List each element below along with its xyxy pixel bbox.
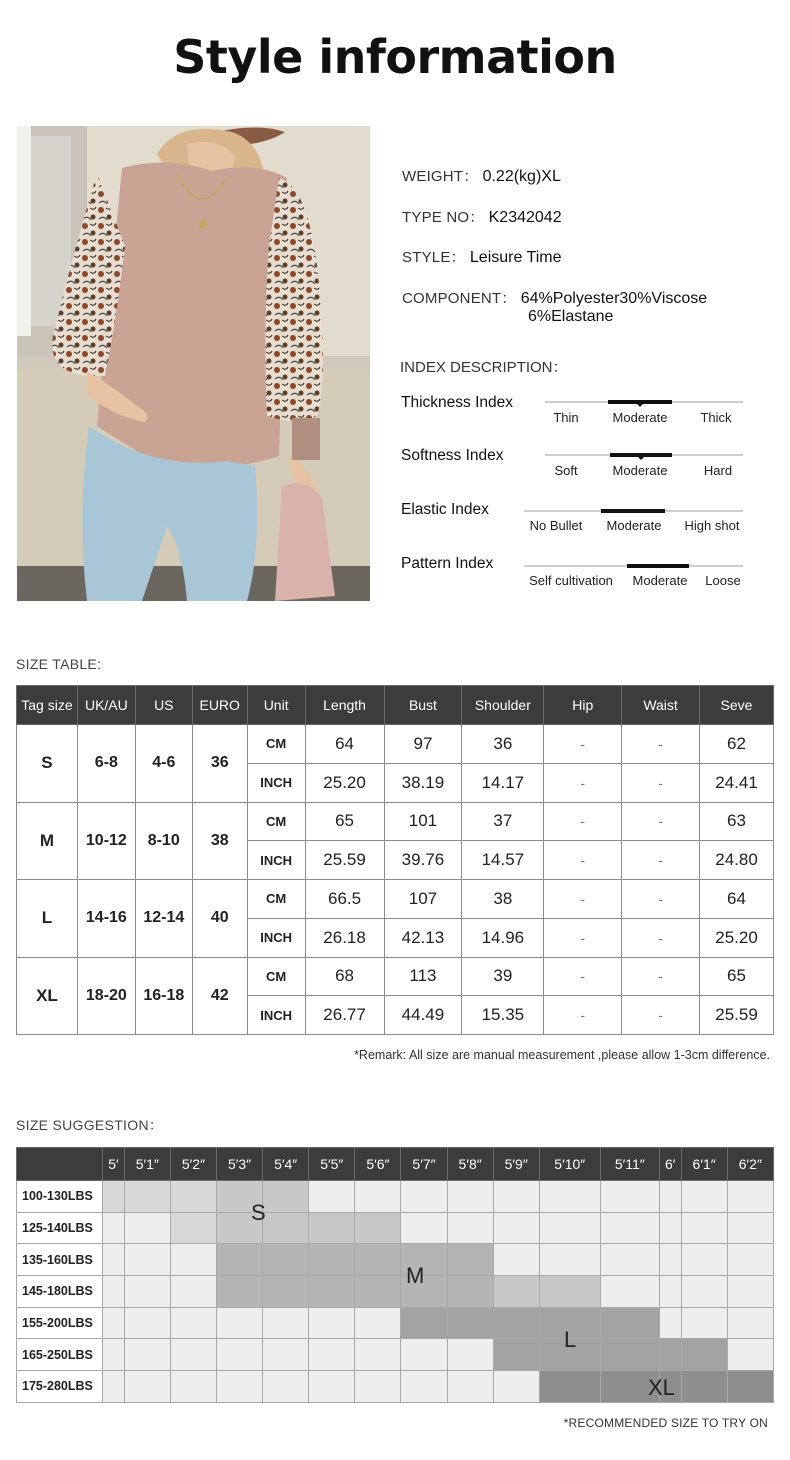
measure-cell: -: [544, 841, 622, 880]
grid-cell: [447, 1307, 493, 1339]
measure-cell: -: [544, 725, 622, 764]
component-row: [402, 287, 707, 308]
grid-cell: [493, 1244, 539, 1276]
index-heading: INDEX DESCRIPTION：: [400, 359, 568, 376]
grid-cell: [124, 1339, 170, 1371]
measure-cell: 66.5: [305, 880, 384, 919]
measure-cell: 39.76: [384, 841, 462, 880]
measure-cell: -: [544, 996, 622, 1035]
grid-cell: [217, 1371, 263, 1403]
size-zone-xl: XL: [648, 1375, 675, 1400]
height-header: 6′: [659, 1148, 681, 1181]
unit-cell: INCH: [247, 918, 305, 957]
grid-cell: [170, 1307, 216, 1339]
measure-cell: -: [622, 957, 700, 996]
grid-cell: [103, 1244, 125, 1276]
height-header: 5′6″: [355, 1148, 401, 1181]
grid-cell: [727, 1307, 773, 1339]
grid-cell: [263, 1307, 309, 1339]
measure-cell: 42.13: [384, 918, 462, 957]
size-table-label: SIZE TABLE:: [16, 656, 102, 672]
size-table-body: [17, 725, 774, 1035]
weight-row: [17, 1276, 774, 1308]
grid-cell: [493, 1307, 539, 1339]
grid-cell: [217, 1244, 263, 1276]
table-row: [17, 957, 774, 996]
weight-row: [402, 165, 561, 186]
measure-cell: 65: [305, 802, 384, 841]
size-euro-cell: 36: [192, 725, 247, 803]
size-tag-cell: L: [17, 880, 78, 958]
col-header: UK/AU: [77, 686, 135, 725]
measure-cell: 101: [384, 802, 462, 841]
grid-cell: [447, 1339, 493, 1371]
measure-cell: -: [622, 802, 700, 841]
measure-cell: 38.19: [384, 763, 462, 802]
grid-cell: [447, 1276, 493, 1308]
col-header: Waist: [622, 686, 700, 725]
grid-cell: [727, 1276, 773, 1308]
component-value-2: 6%Elastane: [528, 308, 614, 325]
measure-cell: 36: [462, 725, 544, 764]
pattern-index-marker: [627, 564, 689, 568]
grid-cell: [539, 1371, 600, 1403]
measure-cell: 14.57: [462, 841, 544, 880]
measure-cell: 15.35: [462, 996, 544, 1035]
size-suggestion-label: SIZE SUGGESTION：: [16, 1117, 164, 1133]
grid-cell: [309, 1244, 355, 1276]
measure-cell: -: [544, 763, 622, 802]
grid-cell: [124, 1276, 170, 1308]
grid-cell: [263, 1339, 309, 1371]
grid-cell: [401, 1181, 447, 1213]
measure-cell: 24.41: [700, 763, 774, 802]
thickness-opt-3: Thick: [700, 410, 732, 425]
measure-cell: -: [622, 918, 700, 957]
pattern-opt-3: Loose: [705, 573, 741, 588]
grid-cell: [493, 1371, 539, 1403]
size-remark: *Remark: All size are manual measurement ,please allow 1-3cm difference.: [354, 1048, 770, 1062]
col-header: Length: [305, 686, 384, 725]
grid-cell: [263, 1212, 309, 1244]
grid-cell: [659, 1339, 681, 1371]
size-uk-cell: 18-20: [77, 957, 135, 1035]
unit-cell: CM: [247, 802, 305, 841]
type-no-key: TYPE NO：: [402, 209, 485, 226]
component-key: COMPONENT：: [402, 290, 517, 307]
measure-cell: -: [622, 841, 700, 880]
elastic-index-label: Elastic Index: [401, 501, 489, 518]
measure-cell: 97: [384, 725, 462, 764]
measure-cell: 68: [305, 957, 384, 996]
grid-cell: [539, 1181, 600, 1213]
unit-cell: CM: [247, 725, 305, 764]
grid-cell: [401, 1371, 447, 1403]
grid-cell: [659, 1307, 681, 1339]
grid-cell: [103, 1371, 125, 1403]
grid-cell: [124, 1181, 170, 1213]
grid-cell: [124, 1371, 170, 1403]
grid-cell: [493, 1339, 539, 1371]
size-us-cell: 16-18: [135, 957, 192, 1035]
grid-cell: [539, 1212, 600, 1244]
grid-cell: [727, 1212, 773, 1244]
grid-cell: [170, 1212, 216, 1244]
pattern-index-label: Pattern Index: [401, 555, 494, 572]
measure-cell: 25.59: [305, 841, 384, 880]
measure-cell: 113: [384, 957, 462, 996]
height-header: 5′10″: [539, 1148, 600, 1181]
grid-cell: [309, 1276, 355, 1308]
grid-cell: [727, 1181, 773, 1213]
measure-cell: -: [622, 725, 700, 764]
style-row: [402, 246, 562, 267]
type-no-value: K2342042: [488, 209, 562, 226]
grid-cell: [355, 1371, 401, 1403]
grid-cell: [659, 1276, 681, 1308]
height-header: 5′1″: [124, 1148, 170, 1181]
size-euro-cell: 40: [192, 880, 247, 958]
measure-cell: 107: [384, 880, 462, 919]
grid-cell: [681, 1276, 727, 1308]
grid-cell: [124, 1307, 170, 1339]
height-header: 5′7″: [401, 1148, 447, 1181]
measure-cell: 26.18: [305, 918, 384, 957]
grid-cell: [727, 1244, 773, 1276]
grid-cell: [263, 1276, 309, 1308]
size-table: [16, 685, 774, 1035]
grid-cell: [355, 1244, 401, 1276]
measure-cell: -: [544, 802, 622, 841]
grid-cell: [401, 1212, 447, 1244]
measure-cell: 25.59: [700, 996, 774, 1035]
grid-cell: [170, 1339, 216, 1371]
grid-cell: [600, 1276, 659, 1308]
measure-cell: -: [622, 763, 700, 802]
table-row: [17, 802, 774, 841]
grid-cell: [355, 1181, 401, 1213]
col-header: Seve: [700, 686, 774, 725]
size-suggestion-body: [17, 1181, 774, 1403]
grid-cell: [539, 1276, 600, 1308]
grid-cell: [681, 1212, 727, 1244]
size-us-cell: 8-10: [135, 802, 192, 880]
grid-cell: [659, 1244, 681, 1276]
grid-cell: [681, 1371, 727, 1403]
elastic-opt-1: No Bullet: [529, 518, 583, 533]
component-value: 64%Polyester30%Viscose: [520, 290, 708, 307]
measure-cell: 25.20: [700, 918, 774, 957]
weight-row: [17, 1307, 774, 1339]
grid-cell: [263, 1181, 309, 1213]
grid-cell: [355, 1276, 401, 1308]
weight-row: [17, 1181, 774, 1213]
weight-label: 165-250LBS: [17, 1339, 103, 1371]
grid-cell: [124, 1244, 170, 1276]
measure-cell: -: [544, 880, 622, 919]
grid-cell: [600, 1244, 659, 1276]
grid-cell: [170, 1181, 216, 1213]
measure-cell: -: [622, 996, 700, 1035]
grid-cell: [355, 1307, 401, 1339]
page-title: Style information: [173, 30, 617, 84]
measure-cell: -: [544, 957, 622, 996]
grid-cell: [727, 1371, 773, 1403]
grid-cell: [727, 1339, 773, 1371]
col-header: US: [135, 686, 192, 725]
softness-index-label: Softness Index: [401, 447, 504, 464]
grid-cell: [217, 1276, 263, 1308]
softness-opt-1: Soft: [554, 463, 578, 478]
measure-cell: 37: [462, 802, 544, 841]
weight-key: WEIGHT：: [402, 168, 479, 185]
col-header: Bust: [384, 686, 462, 725]
size-us-cell: 12-14: [135, 880, 192, 958]
product-photo: [17, 126, 370, 601]
grid-cell: [600, 1212, 659, 1244]
unit-cell: INCH: [247, 763, 305, 802]
size-uk-cell: 10-12: [77, 802, 135, 880]
height-header: 5′3″: [217, 1148, 263, 1181]
size-zone-m: M: [406, 1263, 425, 1288]
size-table-header: [17, 686, 774, 725]
grid-cell: [681, 1307, 727, 1339]
grid-cell: [447, 1371, 493, 1403]
elastic-opt-3: High shot: [684, 518, 740, 533]
unit-cell: INCH: [247, 996, 305, 1035]
grid-cell: [681, 1244, 727, 1276]
grid-cell: [309, 1339, 355, 1371]
grid-corner: [17, 1148, 103, 1181]
grid-cell: [600, 1339, 659, 1371]
size-euro-cell: 42: [192, 957, 247, 1035]
measure-cell: 25.20: [305, 763, 384, 802]
col-header: Hip: [544, 686, 622, 725]
unit-cell: CM: [247, 880, 305, 919]
measure-cell: 14.96: [462, 918, 544, 957]
thickness-notch-icon: [636, 403, 644, 407]
grid-cell: [309, 1371, 355, 1403]
component-row-2: [528, 308, 613, 326]
elastic-index-marker: [601, 509, 665, 513]
col-header: Tag size: [17, 686, 78, 725]
measure-cell: 38: [462, 880, 544, 919]
size-zone-s: S: [251, 1200, 266, 1225]
elastic-opt-2: Moderate: [606, 518, 662, 533]
measure-cell: 44.49: [384, 996, 462, 1035]
weight-label: 100-130LBS: [17, 1181, 103, 1213]
grid-cell: [659, 1212, 681, 1244]
height-header: 5′11″: [600, 1148, 659, 1181]
grid-cell: [539, 1244, 600, 1276]
grid-cell: [401, 1307, 447, 1339]
grid-cell: [217, 1339, 263, 1371]
grid-cell: [309, 1307, 355, 1339]
grid-cell: [600, 1307, 659, 1339]
recommend-note: *RECOMMENDED SIZE TO TRY ON: [563, 1416, 768, 1430]
size-uk-cell: 6-8: [77, 725, 135, 803]
height-header: 6′2″: [727, 1148, 773, 1181]
weight-label: 175-280LBS: [17, 1371, 103, 1403]
height-header: 5′: [103, 1148, 125, 1181]
grid-cell: [309, 1181, 355, 1213]
col-header: Shoulder: [462, 686, 544, 725]
grid-cell: [447, 1244, 493, 1276]
size-uk-cell: 14-16: [77, 880, 135, 958]
height-header: 5′5″: [309, 1148, 355, 1181]
grid-cell: [103, 1276, 125, 1308]
height-header-row: [17, 1148, 774, 1181]
grid-cell: [447, 1212, 493, 1244]
grid-cell: [103, 1212, 125, 1244]
grid-cell: [493, 1276, 539, 1308]
pattern-opt-1: Self cultivation: [529, 573, 613, 588]
height-header: 5′9″: [493, 1148, 539, 1181]
grid-cell: [447, 1181, 493, 1213]
style-value: Leisure Time: [469, 249, 562, 266]
weight-value: 0.22(kg)XL: [482, 168, 561, 185]
grid-cell: [217, 1307, 263, 1339]
grid-cell: [103, 1181, 125, 1213]
style-key: STYLE：: [402, 249, 466, 266]
measure-cell: 14.17: [462, 763, 544, 802]
grid-cell: [170, 1244, 216, 1276]
grid-cell: [355, 1339, 401, 1371]
grid-cell: [681, 1339, 727, 1371]
weight-row: [17, 1244, 774, 1276]
measure-cell: 62: [700, 725, 774, 764]
height-header: 5′2″: [170, 1148, 216, 1181]
grid-cell: [170, 1276, 216, 1308]
size-euro-cell: 38: [192, 802, 247, 880]
softness-opt-3: Hard: [703, 463, 733, 478]
measure-cell: 24.80: [700, 841, 774, 880]
thickness-index-label: Thickness Index: [401, 394, 513, 411]
col-header: EURO: [192, 686, 247, 725]
height-header: 5′4″: [263, 1148, 309, 1181]
grid-cell: [170, 1371, 216, 1403]
grid-cell: [309, 1212, 355, 1244]
grid-cell: [600, 1181, 659, 1213]
grid-cell: [681, 1181, 727, 1213]
measure-cell: 65: [700, 957, 774, 996]
unit-cell: INCH: [247, 841, 305, 880]
thickness-opt-1: Thin: [553, 410, 579, 425]
weight-row: [17, 1212, 774, 1244]
size-tag-cell: S: [17, 725, 78, 803]
softness-notch-icon: [637, 456, 645, 460]
weight-label: 135-160LBS: [17, 1244, 103, 1276]
measure-cell: 26.77: [305, 996, 384, 1035]
measure-cell: 39: [462, 957, 544, 996]
thickness-opt-2: Moderate: [612, 410, 668, 425]
measure-cell: 63: [700, 802, 774, 841]
grid-cell: [263, 1244, 309, 1276]
weight-label: 125-140LBS: [17, 1212, 103, 1244]
grid-cell: [493, 1181, 539, 1213]
measure-cell: -: [622, 880, 700, 919]
table-row: [17, 880, 774, 919]
pattern-opt-2: Moderate: [632, 573, 688, 588]
grid-cell: [263, 1371, 309, 1403]
grid-cell: [355, 1212, 401, 1244]
grid-cell: [103, 1307, 125, 1339]
height-header: 5′8″: [447, 1148, 493, 1181]
size-zone-l: L: [564, 1327, 577, 1352]
type-no-row: [402, 206, 562, 227]
grid-cell: [493, 1212, 539, 1244]
height-header: 6′1″: [681, 1148, 727, 1181]
size-tag-cell: M: [17, 802, 78, 880]
col-header: Unit: [247, 686, 305, 725]
measure-cell: 64: [700, 880, 774, 919]
grid-cell: [103, 1339, 125, 1371]
grid-cell: [124, 1212, 170, 1244]
grid-cell: [401, 1339, 447, 1371]
softness-opt-2: Moderate: [612, 463, 668, 478]
size-tag-cell: XL: [17, 957, 78, 1035]
weight-label: 155-200LBS: [17, 1307, 103, 1339]
weight-label: 145-180LBS: [17, 1276, 103, 1308]
table-row: [17, 725, 774, 764]
size-us-cell: 4-6: [135, 725, 192, 803]
measure-cell: -: [544, 918, 622, 957]
weight-row: [17, 1339, 774, 1371]
unit-cell: CM: [247, 957, 305, 996]
grid-cell: [659, 1181, 681, 1213]
measure-cell: 64: [305, 725, 384, 764]
size-suggestion-grid: [16, 1147, 774, 1403]
